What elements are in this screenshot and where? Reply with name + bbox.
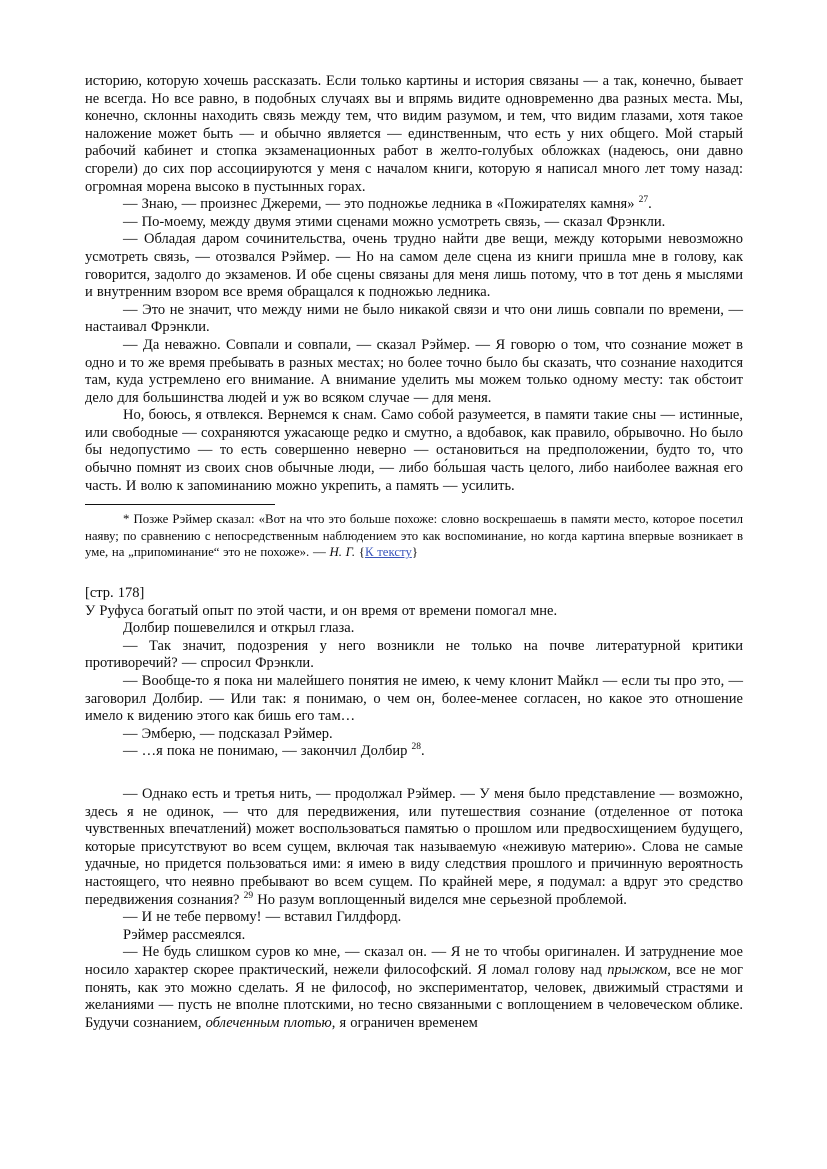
paragraph-spacer <box>85 561 743 585</box>
text-run: . <box>420 743 425 760</box>
text-run: — Знаю, — произнес Джереми, — это подножье ледника в «Пожирателях камня» <box>123 196 639 213</box>
paragraph <box>85 620 743 638</box>
text-run: . <box>648 196 652 213</box>
paragraph <box>85 73 743 196</box>
back-to-text-link[interactable]: К тексту <box>364 545 412 560</box>
paragraph <box>85 302 743 337</box>
paragraph <box>85 786 743 909</box>
paragraph-spacer <box>85 761 743 786</box>
text-run: — Это не значит, что между ними не было никакой связи и что они лишь совпали по времени, — настаивал Фрэнкли. <box>85 301 743 336</box>
text-run: — Обладая даром сочинительства, очень трудно найти две вещи, между которыми невозможно усмотреть связь, — отозвался Рэймер. — Но на самом деле сцена из книги пришла мне в голову, как говорится, задолго до экзаменов. И обе сцены связаны для меня лишь потому, что в тот день я мыслями и внутренним взором все время обращался к подножью ледника. <box>85 231 743 301</box>
paragraph <box>85 337 743 407</box>
footnote <box>85 511 743 561</box>
text-run: } <box>411 545 419 560</box>
text-run: , все не мог понять, как это можно сделать. Я не философ, но экспериментатор, человек, движимый страстями и желаниями — пусть не вполне плотскими, но тесно связанными с воплощением в человеческом облике. Будучи сознанием, <box>85 961 743 1031</box>
paragraph <box>85 743 743 761</box>
text-run: Но, боюсь, я отвлекся. Вернемся к снам. Само собой разумеется, в памяти такие сны — истинные, или свободные — сохраняются ужасающе редко и смутно, а вдобавок, как правило, обрывочно. Но было бы недопустимо — то есть совершенно неверно — остановиться на предположении, будто то, что обычно помнят из своих снов обычные люди, — либо бо́льшая часть целого, либо наиболее важная его часть. И волю к запоминанию можно укрепить, а память — усилить. <box>85 407 743 494</box>
emphasis-text: облеченным плотью <box>205 1014 332 1031</box>
text-run: — Не будь слишком суров ко мне, — сказал он. — Я не то чтобы оригинален. И затруднение мое носило характер скорее практический, нежели философский. Я ломал голову над <box>85 944 743 978</box>
paragraph <box>85 909 743 927</box>
footnote-separator <box>85 504 275 505</box>
footnote-ref-number: 27 <box>638 195 649 206</box>
text-run: — По-моему, между двумя этими сценами можно усмотреть связь, — сказал Фрэнкли. <box>123 213 666 230</box>
paragraph <box>85 638 743 673</box>
paragraph <box>85 927 743 945</box>
paragraph <box>85 944 743 1032</box>
text-run: историю, которую хочешь рассказать. Если только картины и история связаны — а так, конечно, бывает не всегда. Но все равно, в подобных случаях вы и впрямь видите одновременно два разных места. Мы, конечно, склонны находить связь между тем, что видим разумом, и тем, что видим глазами, хотя такое наложение может быть — и обычно является — единственным, что есть у них общего. Мой старый рабочий кабинет и стопка экзаменационных работ в желто-голубых обложках (надеюсь, они давно сгорели) до сих пор ассоциируются у меня с началом книги, которую я написал много лет тому назад: огромная морена высоко в пустынных горах. <box>85 73 743 195</box>
text-run: У Руфуса богатый опыт по этой части, и он время от времени помогал мне. <box>85 602 558 619</box>
footnote-ref-number: 28 <box>411 742 421 753</box>
paragraph <box>85 407 743 495</box>
paragraph <box>85 196 743 214</box>
text-run: — Эмберю, — подсказал Рэймер. <box>123 725 333 742</box>
emphasis-text: прыжком <box>607 961 668 978</box>
text-run: { <box>355 545 365 560</box>
footnote-ref-number: 29 <box>243 890 254 901</box>
paragraph <box>85 603 743 621</box>
text-run: — Да неважно. Совпали и совпали, — сказал Рэймер. — Я говорю о том, что сознание может в одно и то же время пребывать в разных местах; но более точно было бы сказать, что сознание находится там, куда устремлено его внимание. А внимание уделить мы можем только одному месту: так обстоит дело для большинства людей и уж во всяком случае — для меня. <box>85 336 743 406</box>
page-marker <box>85 585 743 603</box>
text-run: — Вообще-то я пока ни малейшего понятия не имею, к чему клонит Майкл — если ты про это, — заговорил Долбир. — Или так: я понимаю, о чем он, более-менее согласен, но какое это отношение имело к видению этого как бишь его там… <box>85 673 743 725</box>
text-run: , я ограничен временем <box>331 1014 478 1031</box>
text-run: — …я пока не понимаю, — закончил Долбир <box>123 743 412 760</box>
text-run: [стр. 178] <box>85 585 145 602</box>
text-run: Долбир пошевелился и открыл глаза. <box>123 620 355 637</box>
paragraph <box>85 673 743 726</box>
text-run: — Однако есть и третья нить, — продолжал Рэймер. — У меня было представление — возможно, здесь я не одинок, — что для передвижения, или путешествия сознание (отделенное от потока чувственных впечатлений) может воспользоваться памятью о прошлом или предвосхищением будущего, которые присутствуют во всем сущем, включая так называемую «неживую материю». Слова не самые удачные, но придется пользоваться ими: я имею в виду следствия прошлого и причинную вероятность настоящего, что неявно пребывают во всем сущем. По крайней мере, я подумал: а вдруг это средство передвижения сознания? <box>85 785 743 908</box>
paragraph <box>85 214 743 232</box>
text-run: Рэймер рассмеялся. <box>123 926 246 943</box>
text-run: Но разум воплощенный виделся мне серьезной проблемой. <box>253 891 627 908</box>
text-run: — Так значит, подозрения у него возникли не только на почве литературной критики противоречий? — спросил Фрэнкли. <box>85 637 743 672</box>
text-run: * Позже Рэймер сказал: «Вот на что это больше похоже: словно воскрешаешь в памяти место, которое посетил наяву; по сравнению с непосредственным наблюдением это как воспоминание, но когда картина впервые возникает в уме, на „припоминание“ это не похоже». — <box>85 512 743 560</box>
emphasis-text: Н. Г. <box>329 545 356 560</box>
paragraph <box>85 726 743 744</box>
text-run: — И не тебе первому! — вставил Гилдфорд. <box>123 909 402 926</box>
paragraph <box>85 231 743 301</box>
